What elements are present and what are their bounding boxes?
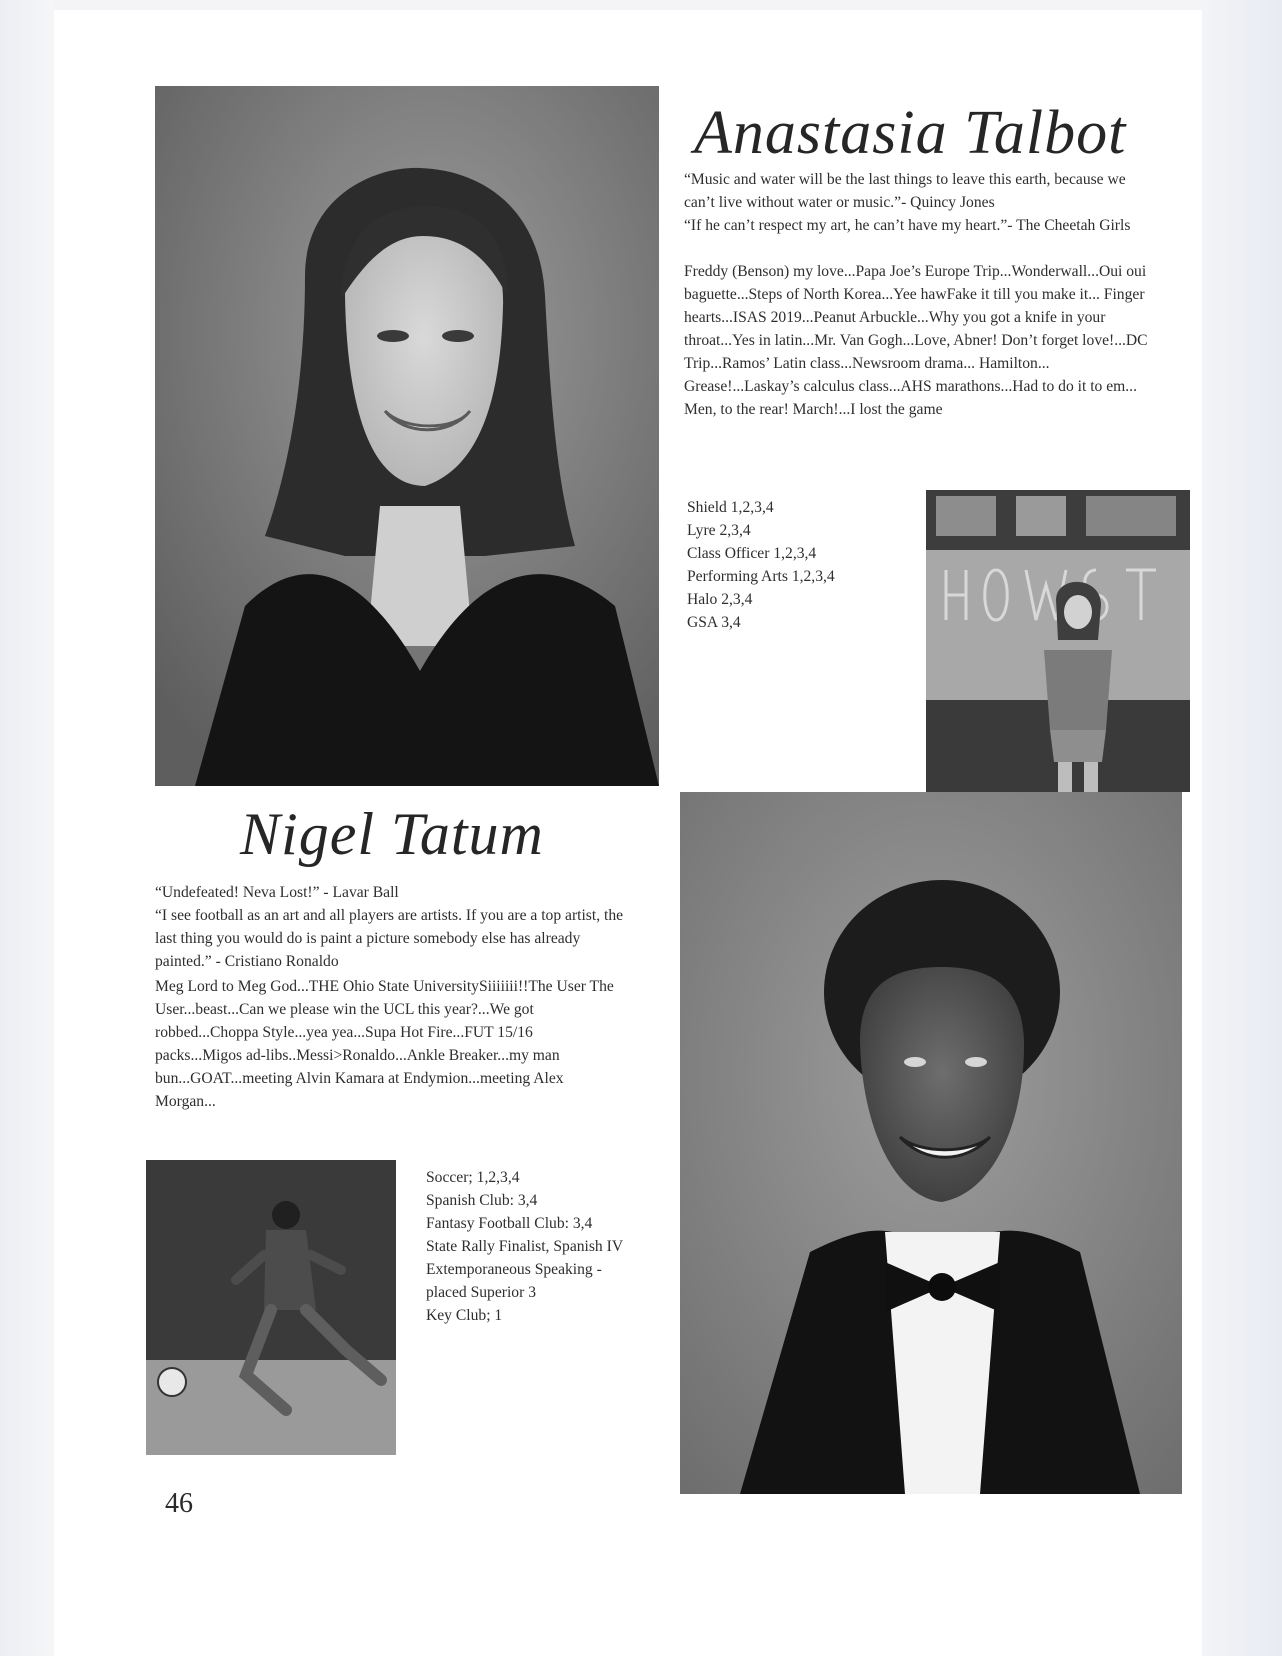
quote-line: “I see football as an art and all players are artists. If you are a top artist, the last thing you would do is paint a picture somebody else has already painted.” - Cristiano Ronaldo — [155, 907, 624, 970]
activity-item: Key Club; 1 — [426, 1307, 503, 1324]
student-quotes-nigel — [155, 881, 625, 973]
activity-item: Soccer; 1,2,3,4 — [426, 1169, 520, 1186]
quote-line: “If he can’t respect my art, he can’t have my heart.”- The Cheetah Girls — [684, 217, 1131, 234]
student-memories-nigel: Meg Lord to Meg God...THE Ohio State UniversitySiiiiiii!!The User The User...beast...Can we please win the UCL this year?...We got robbed...Choppa Style...yea yea...Supa Hot Fire...FUT 15/16 packs...Migos ad-libs..Messi>Ronaldo...Ankle Breaker...my man bun...GOAT...meeting Alvin Kamara at Endymion...meeting Alex Morgan... — [155, 978, 614, 1110]
activity-item: Performing Arts 1,2,3,4 — [687, 568, 835, 585]
student-quotes-anastasia — [684, 168, 1154, 237]
yearbook-page — [54, 10, 1202, 1656]
activity-item: Fantasy Football Club: 3,4 — [426, 1215, 593, 1232]
student-portrait-anastasia — [155, 86, 659, 786]
student-name-nigel: Nigel Tatum — [240, 801, 544, 867]
activity-item: placed Superior 3 — [426, 1284, 536, 1301]
activity-item: State Rally Finalist, Spanish IV — [426, 1238, 624, 1255]
activities-list-anastasia — [687, 496, 887, 634]
quote-line: “Undefeated! Neva Lost!” - Lavar Ball — [155, 884, 399, 901]
scan-edge-right — [1202, 0, 1282, 1656]
activity-item: Class Officer 1,2,3,4 — [687, 545, 817, 562]
activity-item: Lyre 2,3,4 — [687, 522, 751, 539]
activity-item: GSA 3,4 — [687, 614, 741, 631]
activities-list-nigel — [426, 1166, 666, 1327]
student-portrait-nigel — [680, 792, 1182, 1494]
activity-item: Halo 2,3,4 — [687, 591, 753, 608]
activity-item: Extemporaneous Speaking - — [426, 1261, 602, 1278]
candid-photo-anastasia — [926, 490, 1190, 792]
student-memories-anastasia: Freddy (Benson) my love...Papa Joe’s Europe Trip...Wonderwall...Oui oui baguette...Steps of North Korea...Yee hawFake it till you make it... Finger hearts...ISAS 2019...Peanut Arbuckle...Why you got a knife in your throat...Yes in latin...Mr. Van Gogh...Love, Abner! Don’t forget love!...DC Trip...Ramos’ Latin class...Newsroom drama... Hamilton... Grease!...Laskay’s calculus class...AHS marathons...Had to do it to em... Men, to the rear! March!...I lost the game — [684, 263, 1148, 418]
candid-photo-nigel — [146, 1160, 396, 1455]
quote-line: “Music and water will be the last things to leave this earth, because we can’t live without water or music.”- Quincy Jones — [684, 171, 1126, 211]
scan-edge-left — [0, 0, 54, 1656]
student-name-anastasia: Anastasia Talbot — [694, 99, 1127, 167]
activity-item: Shield 1,2,3,4 — [687, 499, 774, 516]
page-number: 46 — [165, 1488, 193, 1519]
activity-item: Spanish Club: 3,4 — [426, 1192, 538, 1209]
